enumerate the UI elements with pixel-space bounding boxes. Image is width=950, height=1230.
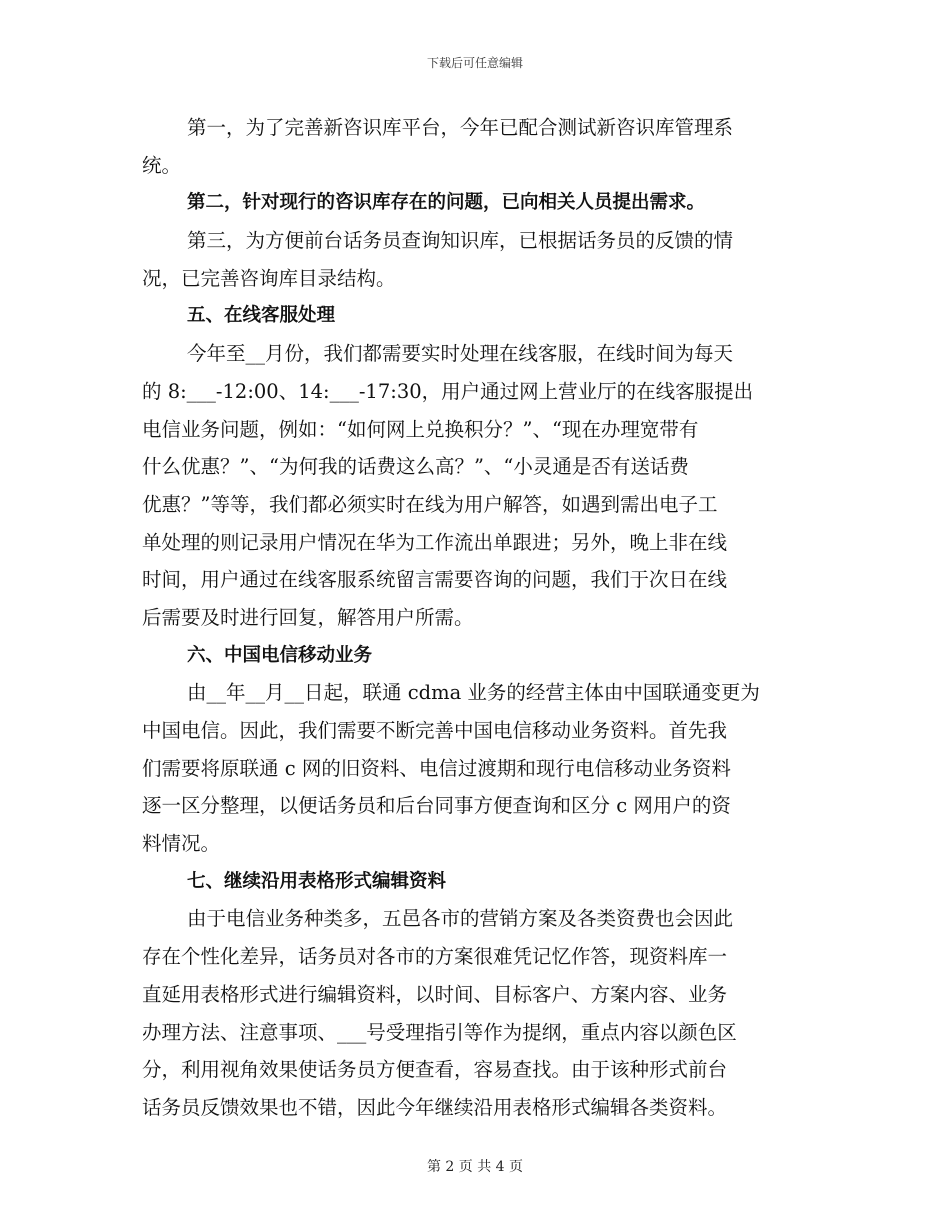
paragraph-line: 料情况。	[142, 832, 221, 856]
paragraph-line: 统。	[142, 153, 182, 177]
paragraph-line: 由于电信业务种类多，五邑各市的营销方案及各类资费也会因此	[187, 907, 734, 931]
paragraph-line: 第三，为方便前台话务员查询知识库，已根据话务员的反馈的情	[187, 229, 734, 253]
paragraph-line: 后需要及时进行回复，解答用户所需。	[142, 605, 474, 629]
paragraph-line: 存在个性化差异，话务员对各市的方案很难凭记忆作答，现资料库一	[142, 945, 728, 969]
paragraph-line: 优惠？”等等，我们都必须实时在线为用户解答，如遇到需出电子工	[142, 492, 718, 516]
paragraph-line: 单处理的则记录用户情况在华为工作流出单跟进；另外，晚上非在线	[142, 530, 728, 554]
paragraph-line: 的 8:___-12:00、14:___-17:30，用户通过网上营业厅的在线客服提出	[142, 379, 754, 403]
paragraph-line: 话务员反馈效果也不错，因此今年继续沿用表格形式编辑各类资料。	[142, 1095, 728, 1119]
paragraph-line: 逐一区分整理，以便话务员和后台同事方便查询和区分 c 网用户的资	[142, 794, 731, 818]
page-footer: 第 2 页 共 4 页	[426, 1159, 524, 1175]
paragraph-line: 什么优惠？”、“为何我的话费这么高？”、“小灵通是否有送话费	[142, 455, 689, 479]
paragraph-line: 电信业务问题，例如：“如何网上兑换积分？”、“现在办理宽带有	[142, 417, 699, 441]
document-body	[142, 109, 810, 1127]
paragraph-line: 由__年__月__日起，联通 cdma 业务的经营主体由中国联通变更为	[187, 681, 760, 705]
paragraph-line: 时间，用户通过在线客服系统留言需要咨询的问题，我们于次日在线	[142, 568, 728, 592]
paragraph-line: 办理方法、注意事项、___号受理指引等作为提纲，重点内容以颜色区	[142, 1020, 737, 1044]
paragraph-line: 第一，为了完善新咨识库平台，今年已配合测试新咨识库管理系	[187, 116, 734, 139]
paragraph-line: 中国电信。因此，我们需要不断完善中国电信移动业务资料。首先我	[142, 719, 728, 742]
section-heading-line: 第二，针对现行的咨识库存在的问题，已向相关人员提出需求。	[187, 192, 706, 214]
paragraph-line: 们需要将原联通 c 网的旧资料、电信过渡期和现行电信移动业务资料	[142, 756, 731, 780]
section-heading-line: 七、继续沿用表格形式编辑资料	[187, 870, 447, 892]
section-heading-line: 六、中国电信移动业务	[187, 644, 373, 666]
section-heading-line: 五、在线客服处理	[187, 305, 336, 327]
paragraph-line: 今年至__月份，我们都需要实时处理在线客服，在线时间为每天	[187, 342, 734, 366]
paragraph-line: 直延用表格形式进行编辑资料，以时间、目标客户、方案内容、业务	[142, 982, 728, 1006]
page-header: 下载后可任意编辑	[426, 56, 523, 70]
paragraph-line: 况，已完善咨询库目录结构。	[142, 266, 396, 290]
paragraph-line: 分，利用视角效果使话务员方便查看，容易查找。由于该种形式前台	[142, 1058, 728, 1082]
